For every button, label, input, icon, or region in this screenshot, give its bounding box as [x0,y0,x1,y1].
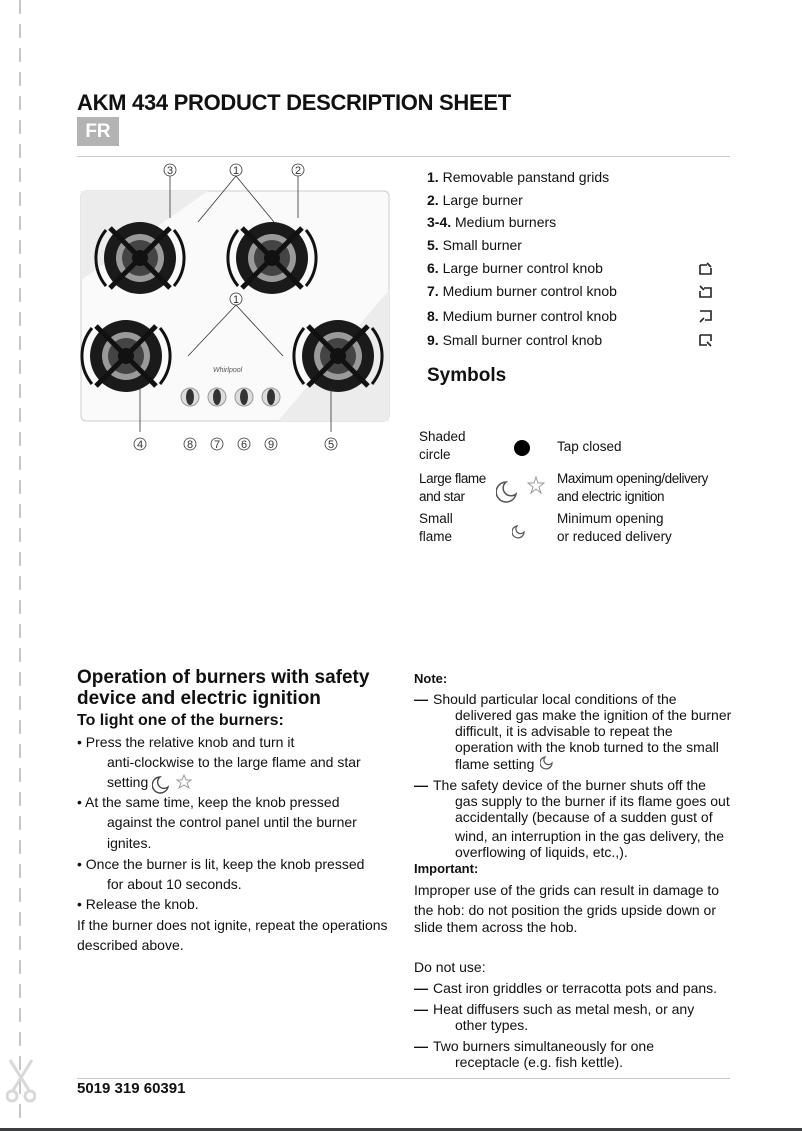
operation-line: setting [107,774,149,790]
do-not-use-item: Cast iron griddles or terracotta pots and pans. [433,980,718,996]
note-line: wind, an interruption in the gas delivery, the [455,828,725,844]
operation-line: If the burner does not ignite, repeat the operations [77,917,388,933]
note-line: delivered gas make the ignition of the burner [455,707,732,723]
part-label: Small burner [442,237,522,253]
do-not-use-item: Two burners simultaneously for one [433,1038,654,1054]
part-label: Removable panstand grids [442,169,610,185]
note-line: difficult, it is advisable to repeat the [455,723,673,739]
control-knob [181,388,199,406]
page-title: AKM 434 PRODUCT DESCRIPTION SHEET [77,90,511,115]
part-label: Medium burners [455,214,557,230]
parts-list-item [427,168,609,186]
part-number: 5. [427,237,439,253]
symbol-name: Small flame [419,511,453,544]
part-label: Large burner control knob [442,260,603,276]
brand-logo: Whirlpool [213,367,243,374]
do-not-use-item: Heat diffusers such as metal mesh, or any [433,1001,695,1017]
part-number: 3-4. [427,214,452,230]
dash-bullet: — [414,1038,428,1054]
note-line: overflowing of liquids, etc.,). [455,844,628,860]
knob-top-right-icon [699,262,713,275]
operation-line: described above. [77,937,184,953]
operation-line: against the control panel until the burner [107,814,357,830]
note-line: The safety device of the burner shuts off the [433,777,706,793]
callout: 1 [232,294,240,306]
dash-bullet: — [414,691,428,707]
note-heading: Note: [414,671,448,686]
knob-bottom-right-icon [699,334,713,347]
filled-circle-icon [514,440,530,456]
callout: 8 [186,439,194,451]
note-line: Should particular local conditions of the [433,691,677,707]
footer-divider [77,1078,730,1079]
operation-line: • At the same time, keep the knob pressed [77,794,340,810]
product-code: 5019 319 60391 [77,1080,186,1097]
symbol-desc: Tap closed [557,439,622,454]
small-flame-icon [512,524,528,540]
callout: 5 [327,439,335,451]
part-number: 8. [427,308,439,324]
dash-bullet: — [414,777,428,793]
symbol-name: Shaded circle [419,429,466,462]
important-line: Improper use of the grids can result in damage to [414,882,720,898]
part-label: Medium burner control knob [442,308,617,324]
part-number: 9. [427,332,439,348]
operation-line: for about 10 seconds. [107,876,242,892]
operation-line: • Once the burner is lit, keep the knob pressed [77,856,365,872]
do-not-use-heading: Do not use: [414,959,486,975]
scissors-icon [6,1058,36,1104]
parts-list-item [427,259,603,277]
operation-subheading: To light one of the burners: [77,712,284,729]
parts-list-item [427,213,556,231]
control-knob [235,388,253,406]
important-line: the hob: do not position the grids upside down or [414,902,716,918]
small-flame-icon [540,755,556,771]
important-line: slide them across the hob. [414,919,578,935]
callout: 3 [166,165,174,177]
operation-line: • Press the relative knob and turn it [77,734,295,750]
callout: 4 [136,439,144,451]
important-heading: Important: [414,861,479,876]
note-line: gas supply to the burner if its flame goes out [455,793,730,809]
callout: 6 [240,439,248,451]
part-label: Large burner [442,192,523,208]
part-number: 7. [427,283,439,299]
knob-bottom-left-icon [699,310,713,323]
callout: 9 [267,439,275,451]
callout: 2 [294,165,302,177]
operation-line: • Release the knob. [77,896,199,912]
operation-line: anti-clockwise to the large flame and star [107,754,361,770]
dash-bullet: — [414,1001,428,1017]
cut-line [19,0,21,1131]
dash-bullet: — [414,980,428,996]
note-line: flame setting [455,756,535,772]
symbol-name: Large flame and star [419,471,486,504]
parts-list-item [427,331,602,349]
note-line: accidentally (because of a sudden gust of [455,809,713,825]
control-knob [262,388,280,406]
do-not-use-item: other types. [455,1017,529,1033]
note-line: operation with the knob turned to the small [455,739,719,755]
symbol-desc: Minimum opening or reduced delivery [557,511,672,544]
callout: 7 [213,439,221,451]
parts-list-item [427,282,617,300]
control-knob [208,388,226,406]
callout: 1 [232,165,240,177]
parts-list-item [427,191,523,209]
symbols-heading: Symbols [427,365,507,386]
part-number: 2. [427,192,439,208]
parts-list-item [427,236,522,254]
large-flame-star-icon [496,474,548,504]
header-divider [77,156,730,157]
do-not-use-item: receptacle (e.g. fish kettle). [455,1054,624,1070]
part-number: 6. [427,260,439,276]
part-label: Small burner control knob [442,332,603,348]
symbol-desc: Maximum opening/delivery and electric ignition [557,471,708,504]
part-label: Medium burner control knob [442,283,617,299]
hob-diagram [78,160,394,460]
part-number: 1. [427,169,439,185]
operation-heading: Operation of burners with safety device and electric ignition [77,667,370,709]
language-badge: FR [77,117,119,146]
large-flame-star-icon [152,772,194,794]
parts-list-item [427,307,617,325]
operation-line: ignites. [107,835,152,851]
knob-top-left-icon [699,285,713,298]
